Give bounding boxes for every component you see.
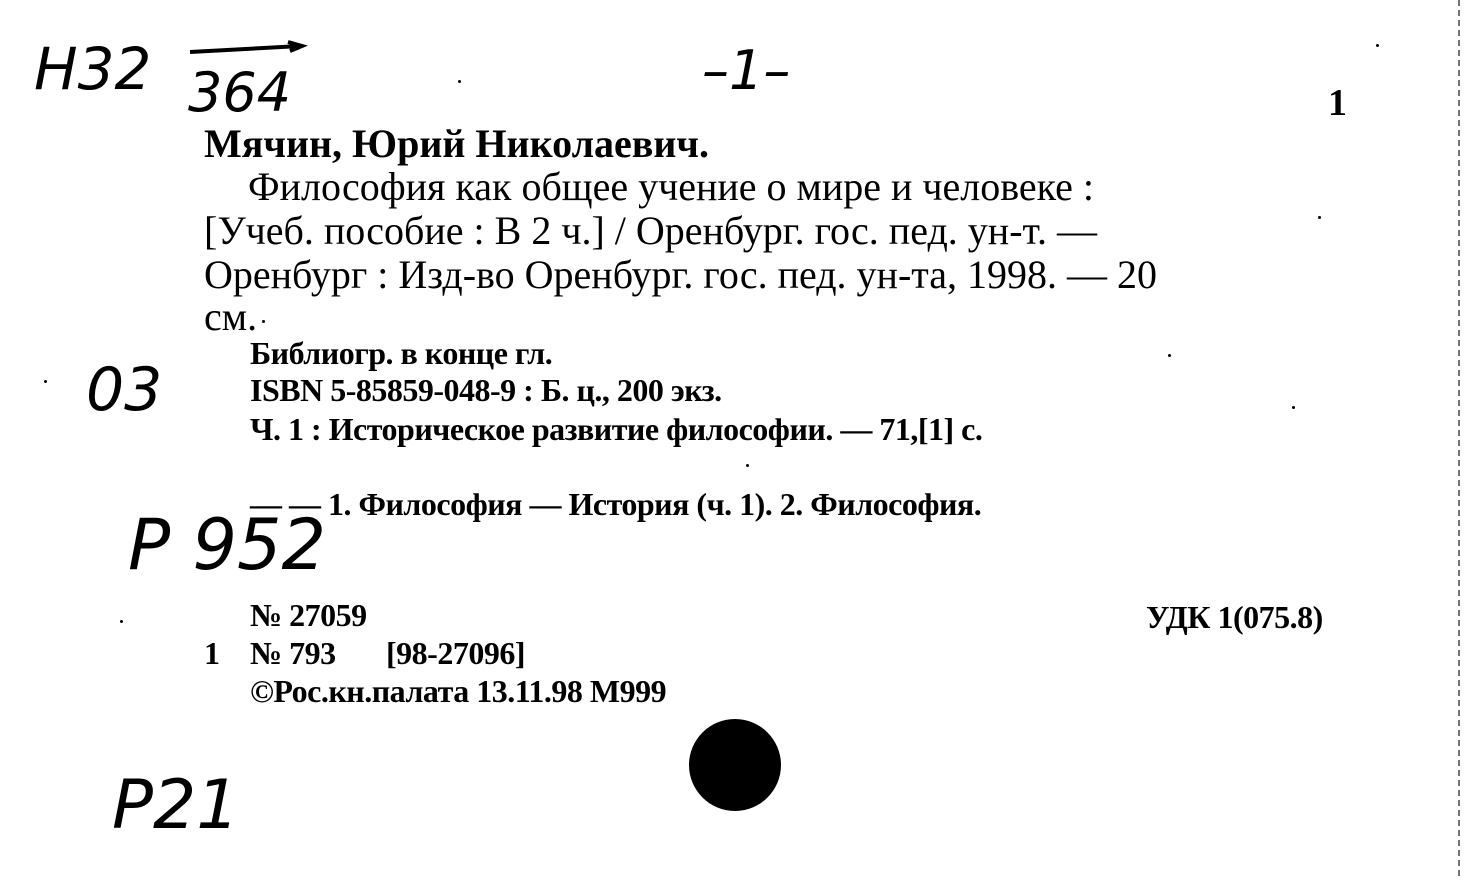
handwritten-code-p21: Р21 xyxy=(112,766,240,845)
card-number: 1 xyxy=(1328,82,1347,124)
isbn-line: ISBN 5-85859-048-9 : Б. ц., 200 экз. xyxy=(250,372,722,408)
handwritten-shelf-mark-bottom: 364 xyxy=(188,61,292,124)
speck xyxy=(458,80,461,83)
title-line-1: Философия как общее учение о мире и человеке : xyxy=(248,164,1094,209)
speck xyxy=(1168,354,1171,357)
card-number-793: № 793 xyxy=(250,635,336,671)
speck xyxy=(120,620,123,623)
shelf-mark-overline xyxy=(188,40,308,56)
speck xyxy=(746,464,749,467)
speck xyxy=(44,380,47,383)
author-heading: Мячин, Юрий Николаевич. xyxy=(204,121,709,166)
title-line-2: [Учеб. пособие : В 2 ч.] / Оренбург. гос. пед. ун-т. — xyxy=(204,208,1097,253)
speck xyxy=(1318,216,1321,219)
speck xyxy=(262,320,265,323)
part-line: Ч. 1 : Историческое развитие философии. — 71,[1] с. xyxy=(250,411,983,447)
bibliography-note: Библиогр. в конце гл. xyxy=(250,335,553,371)
book-chamber-line: ©Рос.кн.палата 13.11.98 М999 xyxy=(250,673,667,709)
card-edge xyxy=(1458,0,1460,880)
bracket-number: [98-27096] xyxy=(386,635,525,671)
registration-number: № 27059 xyxy=(250,597,367,633)
handwritten-code-03: 03 xyxy=(86,355,163,425)
punch-hole xyxy=(689,719,781,811)
speck xyxy=(1292,406,1295,409)
title-line-3: Оренбург : Изд-во Оренбург. гос. пед. ун-та, 1998. — 20 xyxy=(204,252,1158,297)
handwritten-code-p952: Р 952 xyxy=(128,504,327,586)
handwritten-card-mark: –1– xyxy=(702,39,791,102)
handwritten-shelf-mark-top: Н32 xyxy=(34,35,152,103)
udc-code: УДК 1(075.8) xyxy=(1146,599,1323,635)
subject-headings: — — 1. Философия — История (ч. 1). 2. Философия. xyxy=(250,486,982,522)
title-line-4: см. xyxy=(204,294,258,339)
footer-prefix: 1 xyxy=(204,635,220,671)
speck xyxy=(1376,44,1379,47)
